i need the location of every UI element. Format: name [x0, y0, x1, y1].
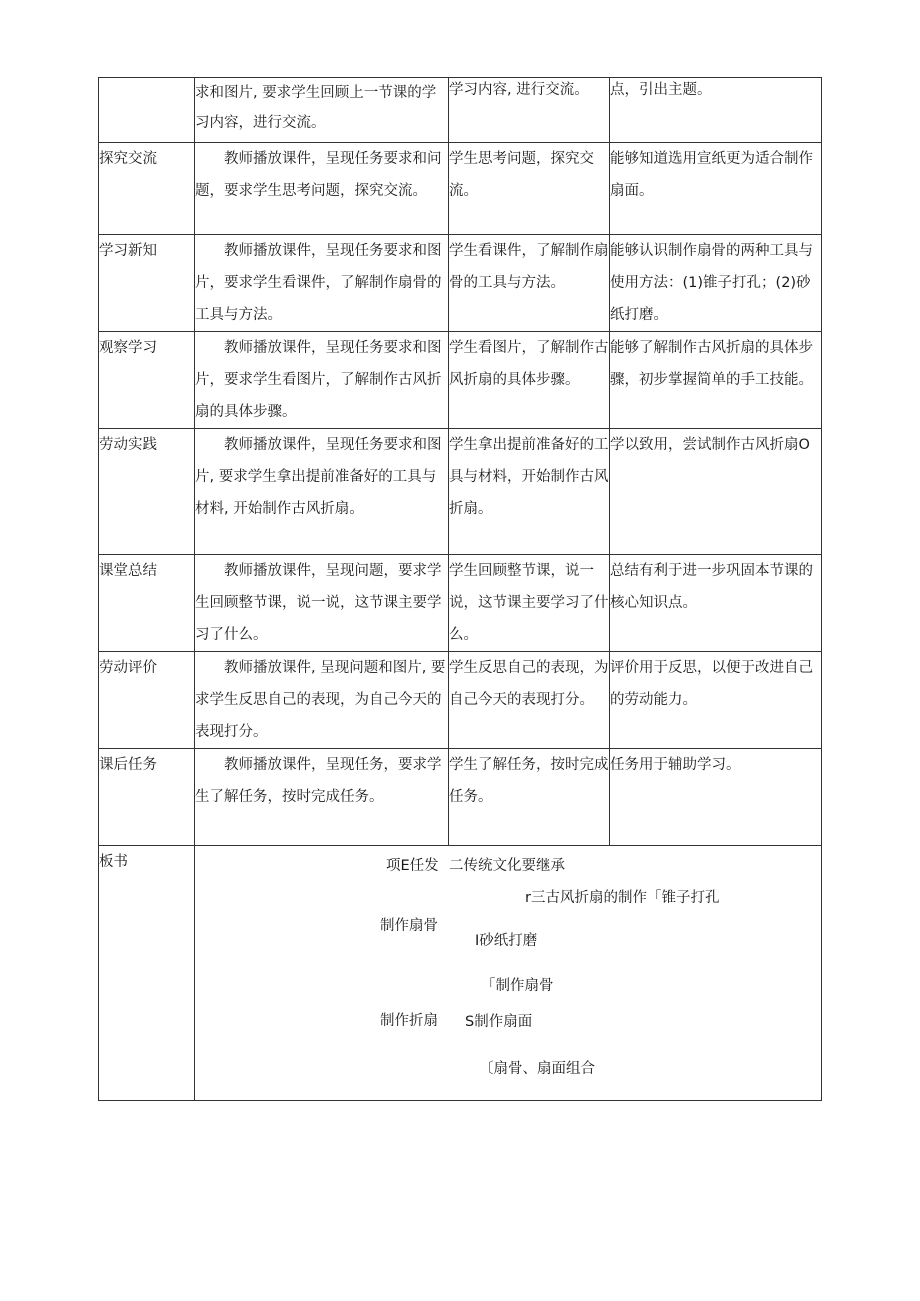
table-row — [99, 652, 822, 749]
board-left-label: 制作折扇 — [380, 1013, 438, 1029]
board-title-left: 项E任发 — [386, 858, 439, 874]
stage-cell: 探究交流 — [99, 143, 195, 235]
board-line: 〔扇骨、扇面组合 — [479, 1061, 595, 1077]
student-activity-cell: 学习内容, 进行交流。 — [449, 78, 610, 143]
stage-cell — [99, 78, 195, 143]
board-line: r三古风折扇的制作「锥子打孔 — [525, 890, 720, 906]
board-row — [99, 846, 822, 1101]
table-row — [99, 429, 822, 555]
table-row — [99, 143, 822, 235]
stage-cell: 观察学习 — [99, 332, 195, 429]
board-title-right: 二传统文化要继承 — [449, 858, 565, 874]
stage-cell: 课后任务 — [99, 749, 195, 846]
student-activity-cell: 学生看课件，了解制作扇骨的工具与方法。 — [449, 235, 610, 332]
table-row — [99, 555, 822, 652]
design-intent-cell: 能够认识制作扇骨的两种工具与使用方法：(1)锥子打孔；(2)砂纸打磨。 — [610, 235, 822, 332]
teacher-activity-cell: 求和图片, 要求学生回顾上一节课的学习内容，进行交流。 — [195, 78, 449, 143]
teacher-activity-cell: 教师播放课件，呈现任务，要求学生了解任务，按时完成任务。 — [195, 749, 449, 846]
table-row — [99, 749, 822, 846]
table-row — [99, 78, 822, 143]
student-activity-cell: 学生反思自己的表现，为自己今天的表现打分。 — [449, 652, 610, 749]
lesson-plan-table — [98, 77, 822, 1101]
student-activity-cell: 学生看图片，了解制作古风折扇的具体步骤。 — [449, 332, 610, 429]
table-row — [99, 332, 822, 429]
student-activity-cell: 学生回顾整节课，说一说，这节课主要学习了什么。 — [449, 555, 610, 652]
stage-cell: 板书 — [99, 846, 195, 1101]
table-row — [99, 235, 822, 332]
design-intent-cell: 能够了解制作古风折扇的具体步骤，初步掌握简单的手工技能。 — [610, 332, 822, 429]
stage-cell: 课堂总结 — [99, 555, 195, 652]
board-line: 「制作扇骨 — [481, 978, 554, 994]
stage-cell: 劳动实践 — [99, 429, 195, 555]
blackboard-cell — [195, 846, 822, 1101]
blackboard-layout — [195, 846, 821, 1094]
teacher-activity-cell: 教师播放课件，呈现任务要求和图片，要求学生看图片，了解制作古风折扇的具体步骤。 — [195, 332, 449, 429]
lesson-plan-sheet — [98, 77, 821, 1101]
stage-cell: 学习新知 — [99, 235, 195, 332]
teacher-activity-cell: 教师播放课件，呈现任务要求和图片, 要求学生拿出提前准备好的工具与材料, 开始制作古风折扇。 — [195, 429, 449, 555]
teacher-activity-cell: 教师播放课件，呈现问题，要求学生回顾整节课，说一说，这节课主要学习了什么。 — [195, 555, 449, 652]
teacher-activity-cell: 教师播放课件，呈现任务要求和图片，要求学生看课件，了解制作扇骨的工具与方法。 — [195, 235, 449, 332]
stage-cell: 劳动评价 — [99, 652, 195, 749]
student-activity-cell: 学生了解任务，按时完成任务。 — [449, 749, 610, 846]
design-intent-cell: 评价用于反思，以便于改进自己的劳动能力。 — [610, 652, 822, 749]
design-intent-cell: 点，引出主题。 — [610, 78, 822, 143]
teacher-activity-cell: 教师播放课件, 呈现问题和图片, 要求学生反思自己的表现，为自己今天的表现打分。 — [195, 652, 449, 749]
board-line: I砂纸打磨 — [475, 933, 538, 949]
board-line: S制作扇面 — [465, 1014, 533, 1030]
design-intent-cell: 任务用于辅助学习。 — [610, 749, 822, 846]
design-intent-cell: 能够知道选用宣纸更为适合制作扇面。 — [610, 143, 822, 235]
design-intent-cell: 学以致用，尝试制作古风折扇O — [610, 429, 822, 555]
teacher-activity-cell: 教师播放课件，呈现任务要求和问题，要求学生思考问题，探究交流。 — [195, 143, 449, 235]
board-left-label: 制作扇骨 — [380, 918, 438, 934]
design-intent-cell: 总结有利于进一步巩固本节课的核心知识点。 — [610, 555, 822, 652]
student-activity-cell: 学生思考问题，探究交流。 — [449, 143, 610, 235]
student-activity-cell: 学生拿出提前准备好的工具与材料，开始制作古风折扇。 — [449, 429, 610, 555]
